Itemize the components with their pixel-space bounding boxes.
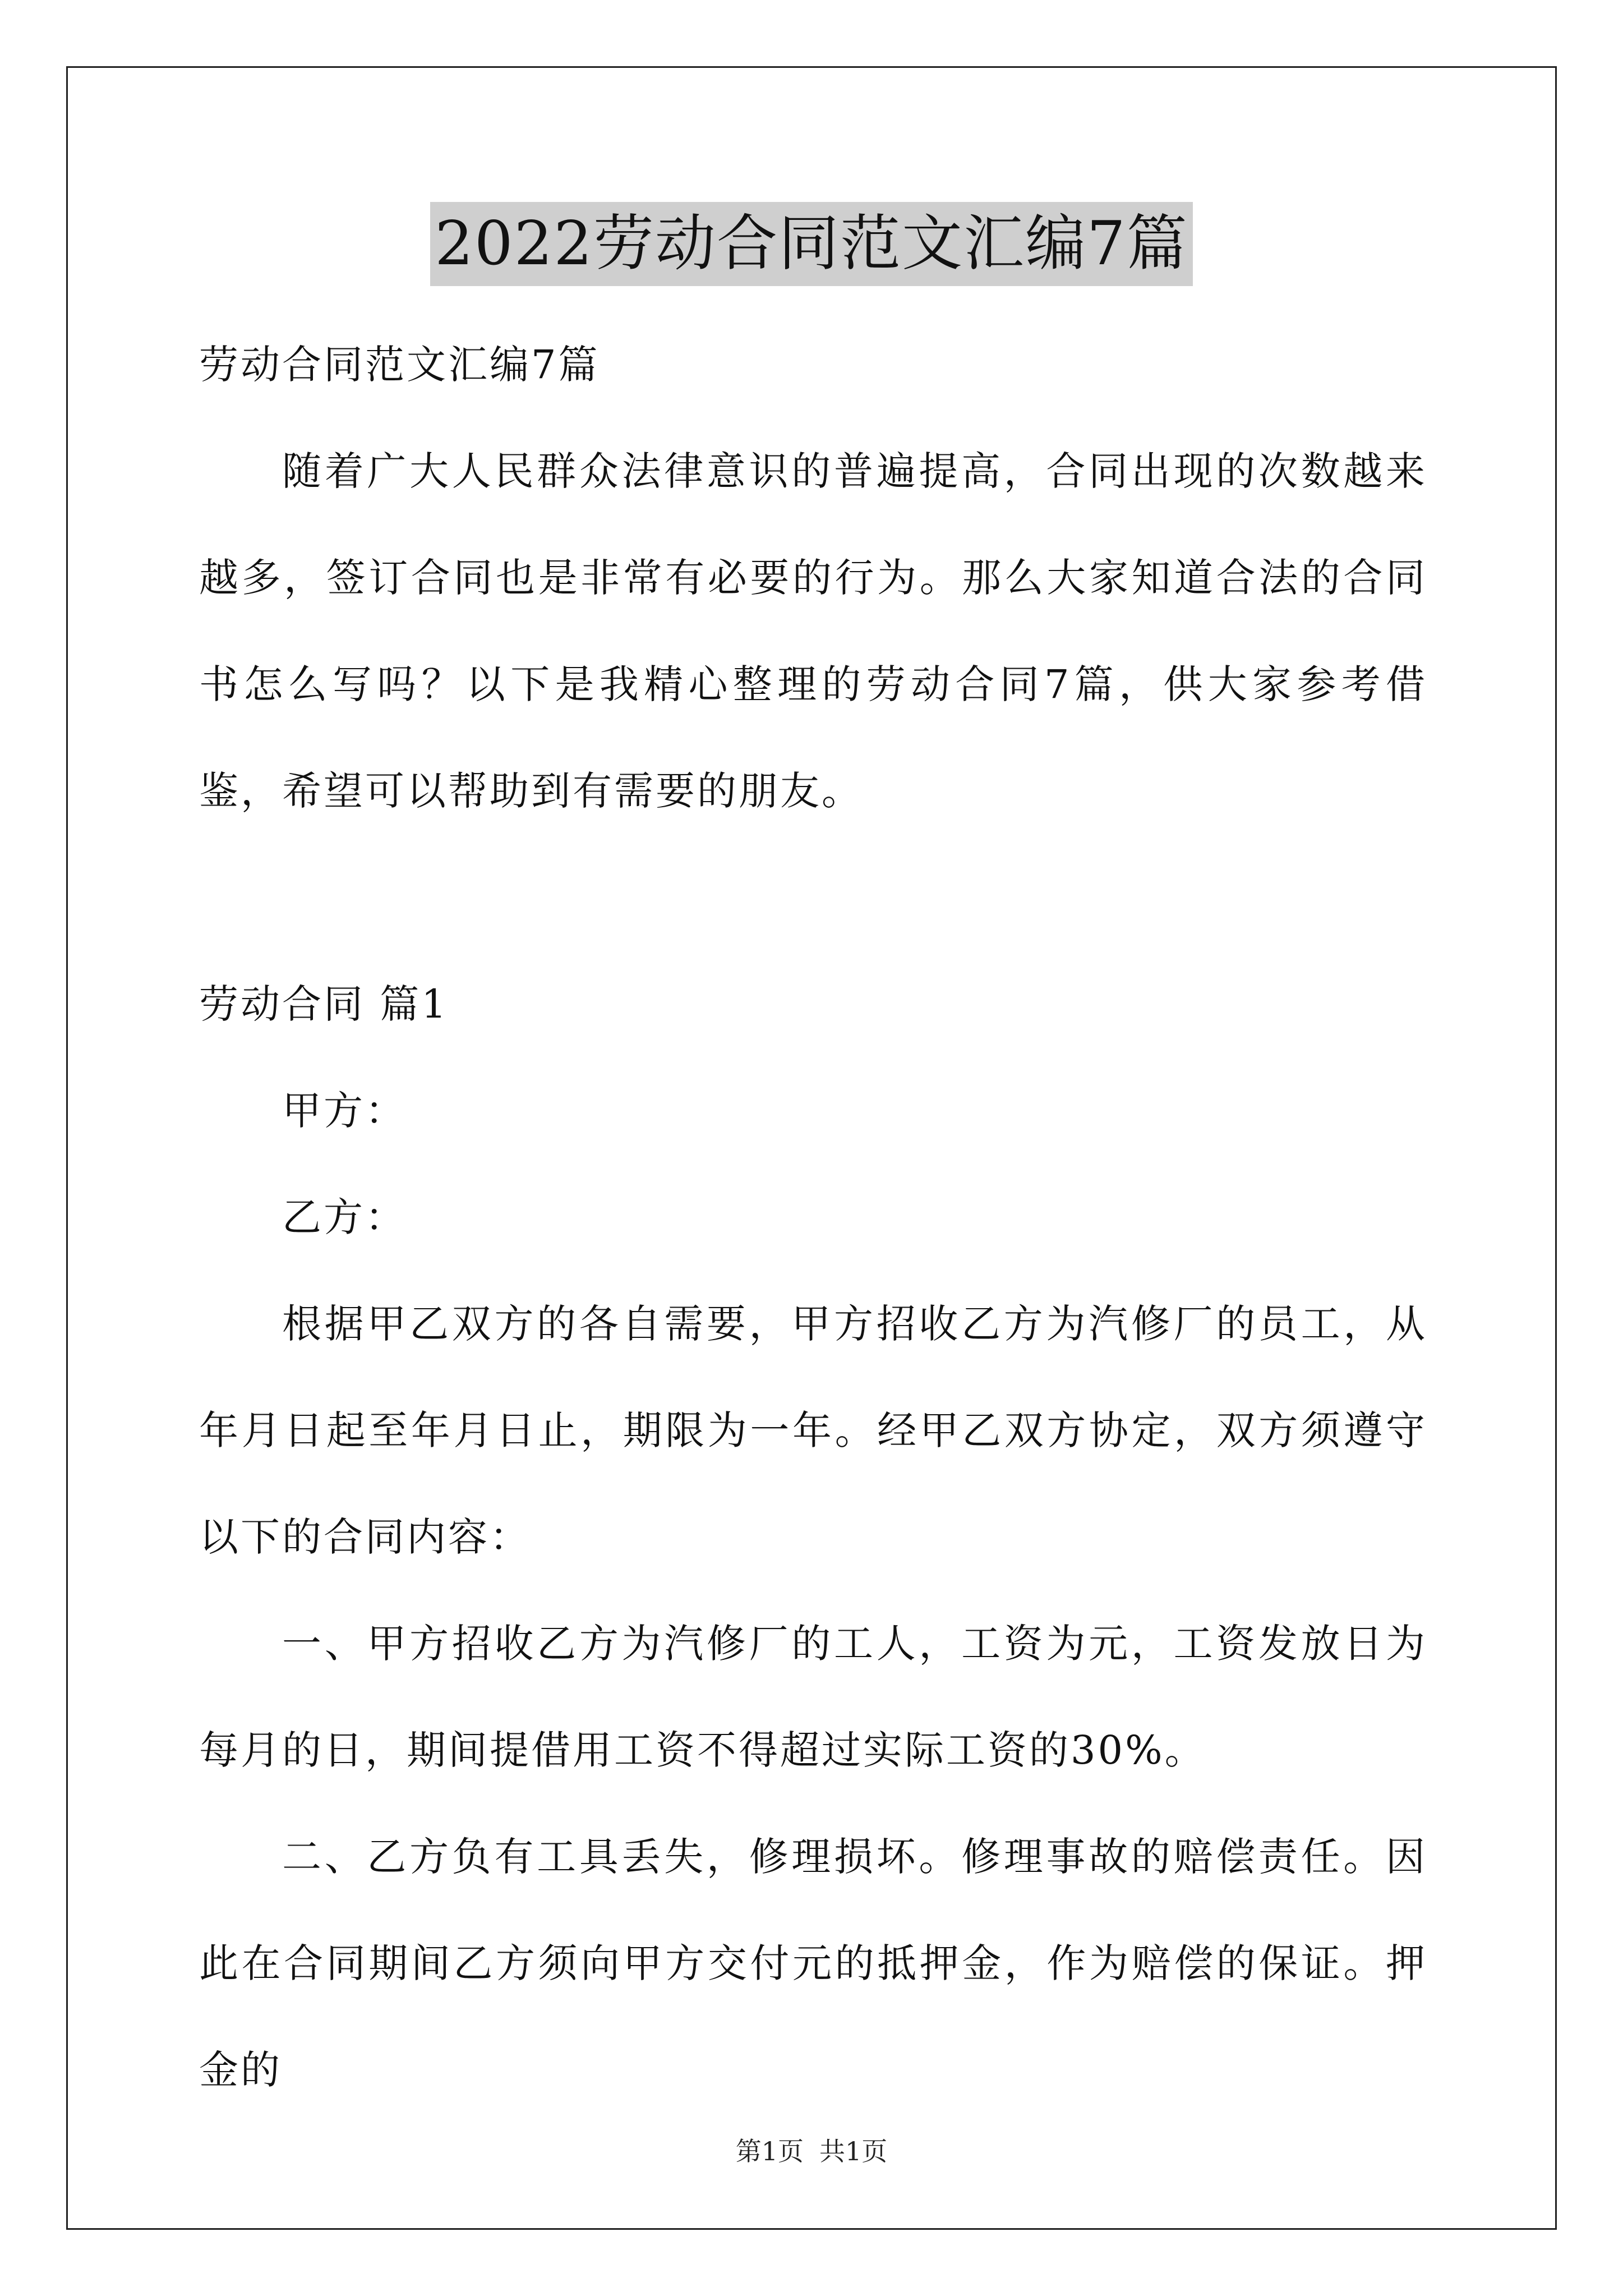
document-subtitle: 劳动合同范文汇编7篇 <box>199 342 600 388</box>
document-title: 2022劳动合同范文汇编7篇 <box>430 202 1193 286</box>
section-heading: 劳动合同 篇1 <box>199 981 449 1027</box>
page-footer <box>0 2134 1623 2168</box>
clause-2: 二、乙方负有工具丢失，修理损坏。修理事故的赔偿责任。因此在合同期间乙方须向甲方交付元的抵押金，作为赔偿的保证。押金的 <box>199 1834 1427 2093</box>
party-a-line: 甲方： <box>282 1088 407 1134</box>
document-body <box>199 311 1427 2123</box>
intro-paragraph: 随着广大人民群众法律意识的普遍提高，合同出现的次数越来越多，签订合同也是非常有必要的行为。那么大家知道合法的合同书怎么写吗？以下是我精心整理的劳动合同7篇，供大家参考借鉴，希望可以帮助到有需要的朋友。 <box>199 448 1427 814</box>
basis-paragraph: 根据甲乙双方的各自需要，甲方招收乙方为汽修厂的员工，从年月日起至年月日止，期限为一年。经甲乙双方协定，双方须遵守以下的合同内容： <box>199 1301 1427 1560</box>
page-number: 第1页 <box>735 2136 804 2166</box>
page-total: 共1页 <box>819 2136 888 2166</box>
title-container <box>0 202 1623 286</box>
clause-1: 一、甲方招收乙方为汽修厂的工人，工资为元，工资发放日为每月的日，期间提借用工资不得超过实际工资的30%。 <box>199 1621 1427 1773</box>
party-b-line: 乙方： <box>282 1194 407 1240</box>
